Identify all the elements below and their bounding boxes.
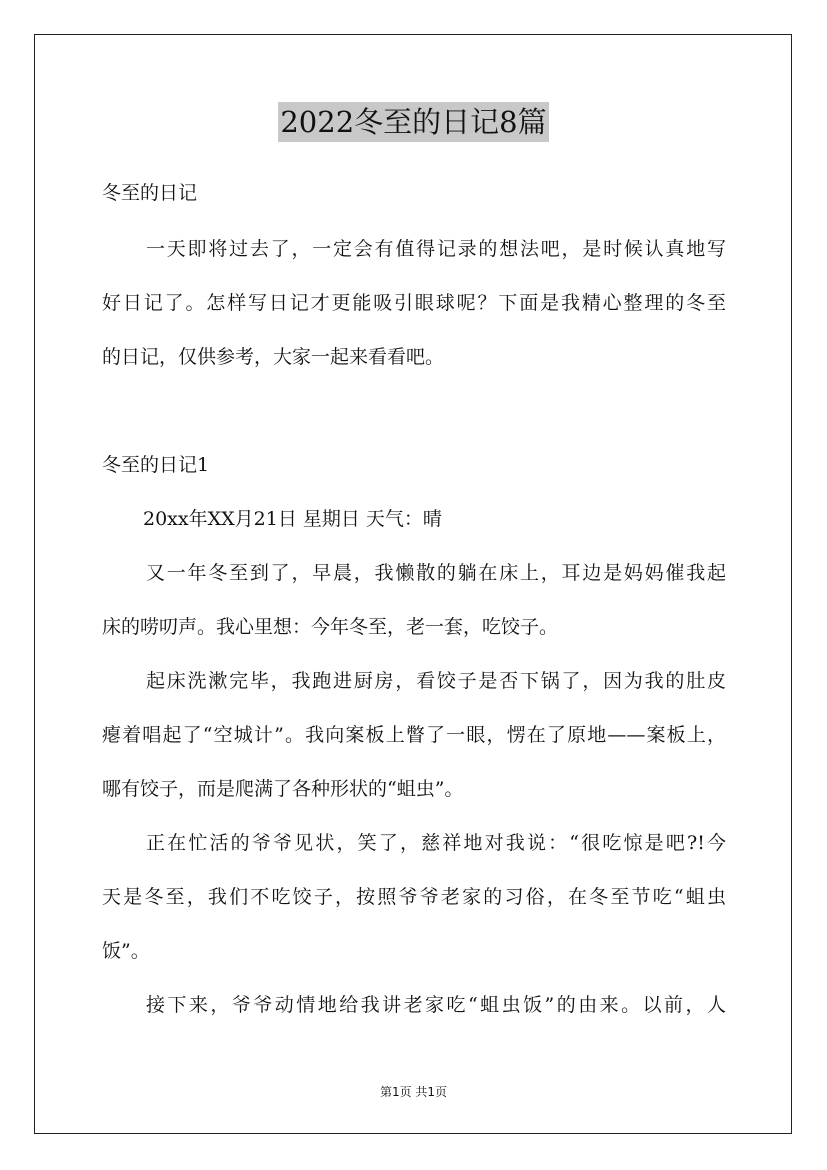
paragraph-line: 一天即将过去了，一定会有值得记录的想法吧，是时候认真地写	[146, 238, 726, 260]
page-footer: 第1页 共1页	[379, 1085, 448, 1099]
document-title: 2022冬至的日记8篇	[278, 102, 548, 142]
paragraph-line: 又一年冬至到了，早晨，我懒散的躺在床上，耳边是妈妈催我起	[146, 562, 726, 584]
paragraph-line: 起床洗漱完毕，我跑进厨房，看饺子是否下锅了，因为我的肚皮	[146, 670, 726, 692]
section-heading: 冬至的日记	[102, 182, 198, 204]
date-line: 20xx年XX月21日 星期日 天气：晴	[143, 508, 442, 530]
paragraph-line: 好日记了。怎样写日记才更能吸引眼球呢？下面是我精心整理的冬至	[102, 292, 726, 314]
paragraph-line: 饭”。	[102, 940, 150, 962]
section-heading: 冬至的日记1	[102, 454, 210, 476]
paragraph-line: 哪有饺子，而是爬满了各种形状的“蛆虫”。	[102, 778, 464, 800]
paragraph-line: 床的唠叨声。我心里想：今年冬至，老一套，吃饺子。	[102, 616, 559, 638]
paragraph-line: 天是冬至，我们不吃饺子，按照爷爷老家的习俗，在冬至节吃“蛆虫	[102, 886, 726, 908]
paragraph-line: 接下来，爷爷动情地给我讲老家吃“蛆虫饭”的由来。以前，人	[146, 994, 726, 1016]
paragraph-line: 瘪着唱起了“空城计”。我向案板上瞥了一眼，愣在了原地——案板上，	[102, 724, 726, 746]
title-container	[0, 102, 827, 142]
paragraph-line: 正在忙活的爷爷见状，笑了，慈祥地对我说：“很吃惊是吧?!今	[146, 832, 726, 854]
paragraph-line: 的日记，仅供参考，大家一起来看看吧。	[102, 346, 445, 368]
